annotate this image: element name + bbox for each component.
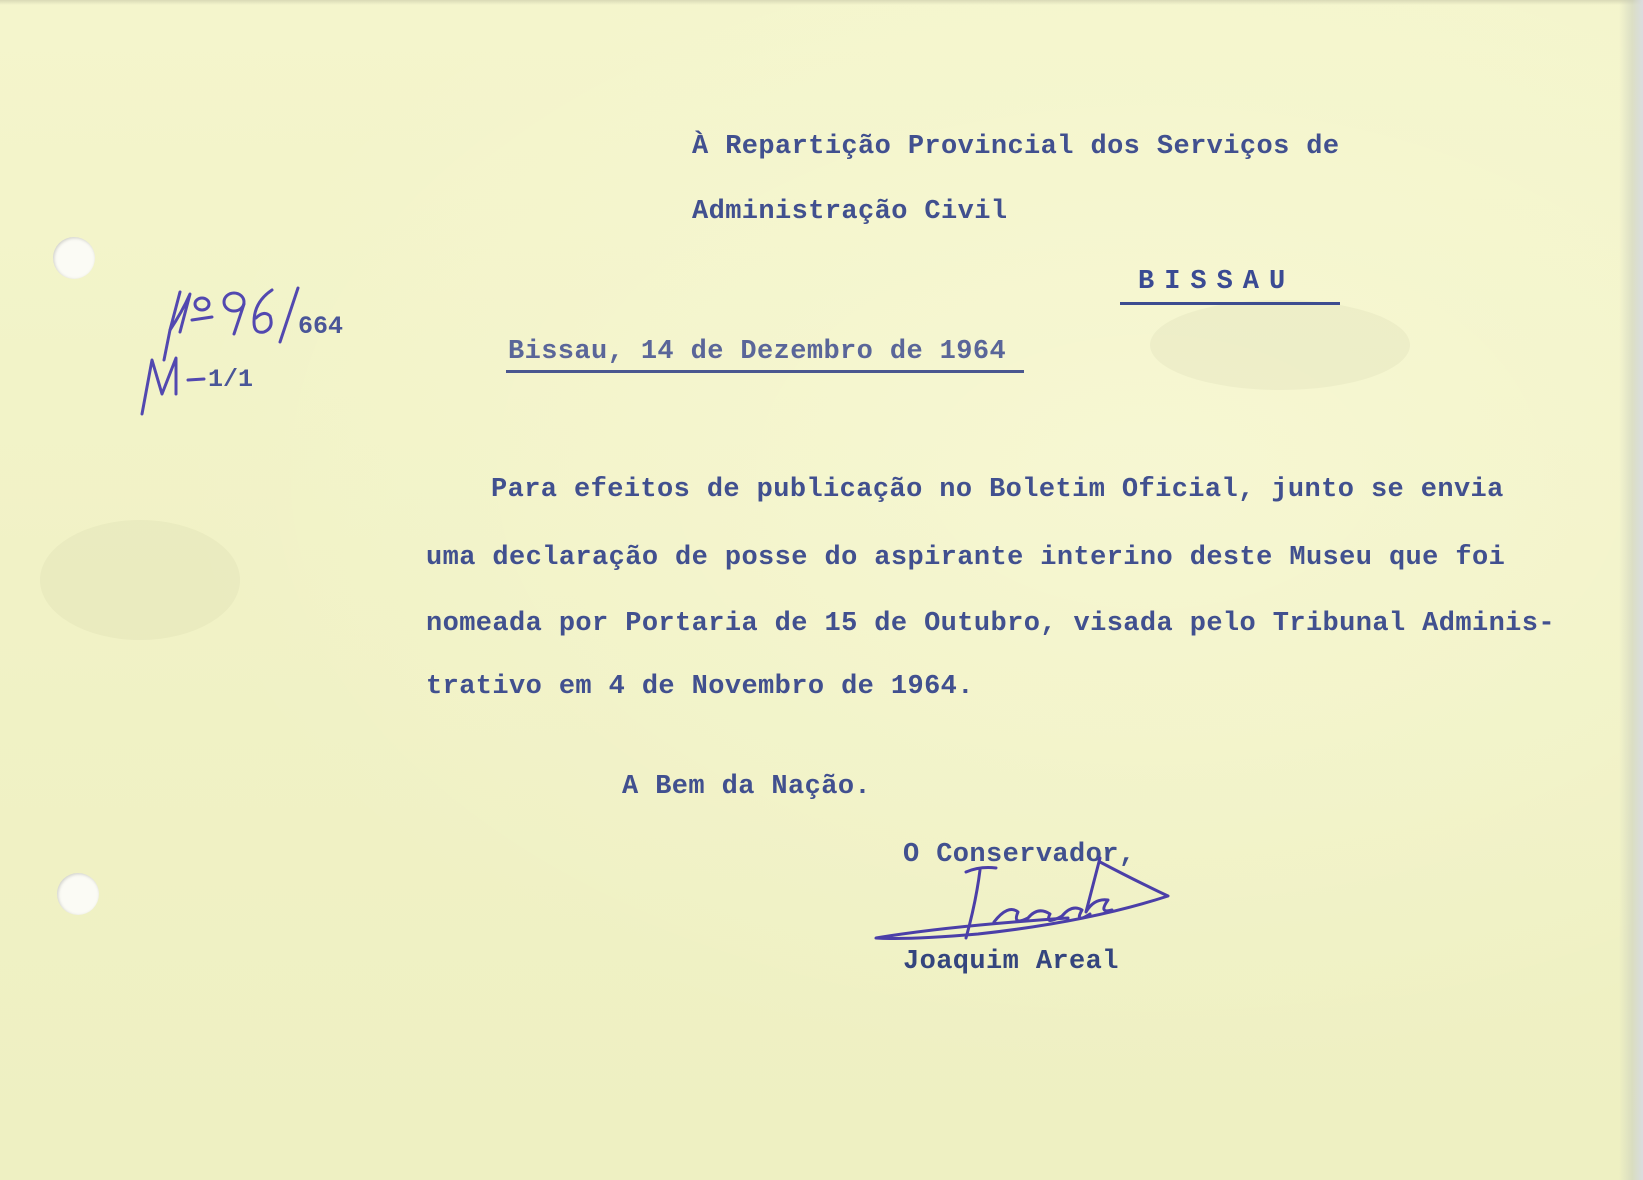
typed-year-suffix: 664	[298, 312, 344, 341]
body-line: trativo em 4 de Novembro de 1964.	[426, 672, 974, 702]
body-line: Para efeitos de publicação no Boletim Oficial, junto se envia	[491, 475, 1504, 505]
paper-top-edge	[0, 0, 1643, 5]
handwritten-signature	[868, 852, 1188, 962]
punch-hole-bottom	[57, 873, 99, 915]
handwritten-reference-number	[130, 282, 360, 422]
signatory-title: O Conservador,	[903, 840, 1136, 870]
city-underline	[1120, 302, 1340, 305]
addressee-city: BISSAU	[1138, 267, 1296, 297]
body-line: nomeada por Portaria de 15 de Outubro, visada pelo Tribunal Adminis-	[426, 609, 1555, 639]
date-underline	[506, 370, 1024, 373]
paper-right-edge	[1619, 0, 1643, 1180]
addressee-line: À Repartição Provincial dos Serviços de	[692, 132, 1340, 162]
closing-salutation: A Bem da Nação.	[622, 772, 872, 802]
date-line: Bissau, 14 de Dezembro de 1964	[508, 337, 1007, 367]
paper-stain	[40, 520, 240, 640]
addressee-line: Administração Civil	[692, 197, 1008, 227]
signatory-name: Joaquim Areal	[903, 947, 1119, 977]
body-line: uma declaração de posse do aspirante interino deste Museu que foi	[426, 543, 1506, 573]
punch-hole-top	[53, 237, 95, 279]
typed-file-ref: 1/1	[208, 365, 254, 394]
paper-stain	[1150, 300, 1410, 390]
